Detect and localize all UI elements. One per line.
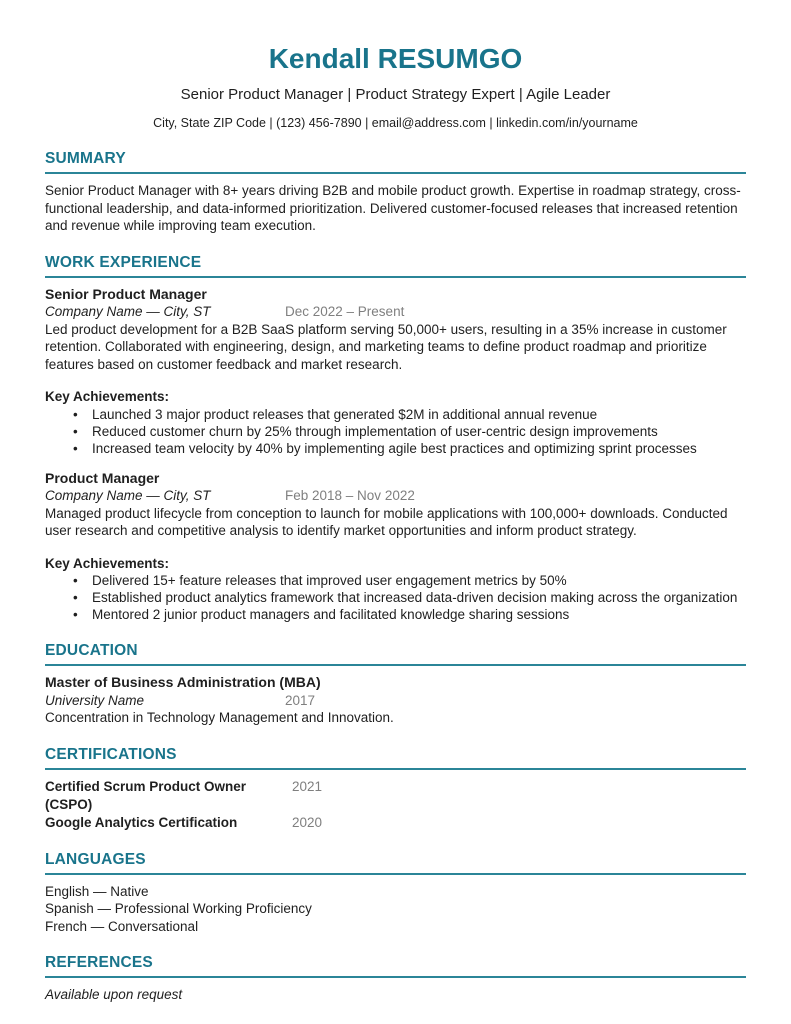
job-title: Senior Product Manager <box>45 285 207 302</box>
resume-header <box>45 44 746 131</box>
references-heading: REFERENCES <box>45 954 746 978</box>
references-text: Available upon request <box>45 987 183 1002</box>
certification-row <box>45 814 746 832</box>
work-experience-heading: WORK EXPERIENCE <box>45 254 746 278</box>
summary-text: Senior Product Manager with 8+ years driving B2B and mobile product growth. Expertise in roadmap strategy, cross-functional leadership, and data-informed prioritization. Delivered customer-focused releases that increased retention and revenue while improving team execution. <box>45 183 741 233</box>
achievement-item: • Increased team velocity by 40% by implementing agile best practices and optimizing sprint processes <box>45 440 746 457</box>
section-education <box>45 642 746 727</box>
job-entry-product-manager <box>45 470 746 624</box>
certification-name: Google Analytics Certification <box>45 814 238 830</box>
job-dates: Dec 2022 – Present <box>285 304 405 319</box>
job-description: Led product development for a B2B SaaS platform serving 50,000+ users, resulting in a 35% increase in customer retention. Collaborated with engineering, design, and marketing teams to define product roadmap and prioritize features based on customer feedback and market research. <box>45 321 727 372</box>
language-item: Spanish — Professional Working Proficiency <box>45 901 312 916</box>
certification-row <box>45 778 746 814</box>
job-entry-senior-product-manager <box>45 286 746 457</box>
achievement-item: • Established product analytics framework that increased data-driven decision making across the organization <box>45 589 746 606</box>
achievements-list <box>45 572 746 623</box>
section-references <box>45 954 746 1004</box>
achievement-item: • Launched 3 major product releases that generated $2M in additional annual revenue <box>45 406 746 423</box>
job-description: Managed product lifecycle from conception to launch for mobile applications with 100,000+ downloads. Conducted user research and competitive analysis to identify market opportunities and inform product strategy. <box>45 505 728 538</box>
contact-line: City, State ZIP Code | (123) 456-7890 | email@address.com | linkedin.com/in/yourname <box>153 116 638 130</box>
university-name: University Name <box>45 692 145 708</box>
achievement-item: • Delivered 15+ feature releases that improved user engagement metrics by 50% <box>45 572 746 589</box>
section-certifications <box>45 746 746 832</box>
education-heading: EDUCATION <box>45 642 746 666</box>
language-item: French — Conversational <box>45 918 199 934</box>
candidate-tagline: Senior Product Manager | Product Strategy Expert | Agile Leader <box>180 86 611 103</box>
job-meta-row <box>45 303 746 321</box>
degree-title: Master of Business Administration (MBA) <box>45 674 321 690</box>
section-work-experience <box>45 254 746 624</box>
language-item: English — Native <box>45 883 149 899</box>
job-company: Company Name — City, ST <box>45 488 211 503</box>
certification-year: 2020 <box>292 814 323 830</box>
job-company: Company Name — City, ST <box>45 304 211 319</box>
achievement-item: • Reduced customer churn by 25% through implementation of user-centric design improvements <box>45 423 746 440</box>
section-languages <box>45 851 746 936</box>
job-meta-row <box>45 487 746 505</box>
certification-year: 2021 <box>292 778 323 794</box>
achievements-list <box>45 406 746 457</box>
achievement-item: • Mentored 2 junior product managers and facilitated knowledge sharing sessions <box>45 606 746 623</box>
education-detail: Concentration in Technology Management and Innovation. <box>45 710 394 725</box>
job-dates: Feb 2018 – Nov 2022 <box>285 488 415 503</box>
candidate-name: Kendall RESUMGO <box>268 43 523 74</box>
section-summary <box>45 150 746 235</box>
certifications-heading: CERTIFICATIONS <box>45 746 746 770</box>
achievements-label: Key Achievements: <box>45 389 170 404</box>
certification-name: Certified Scrum Product Owner (CSPO) <box>45 778 247 812</box>
summary-heading: SUMMARY <box>45 150 746 174</box>
education-meta-row <box>45 692 746 710</box>
achievements-label: Key Achievements: <box>45 555 170 571</box>
graduation-year: 2017 <box>285 692 316 708</box>
job-title: Product Manager <box>45 469 160 486</box>
languages-heading: LANGUAGES <box>45 851 746 875</box>
